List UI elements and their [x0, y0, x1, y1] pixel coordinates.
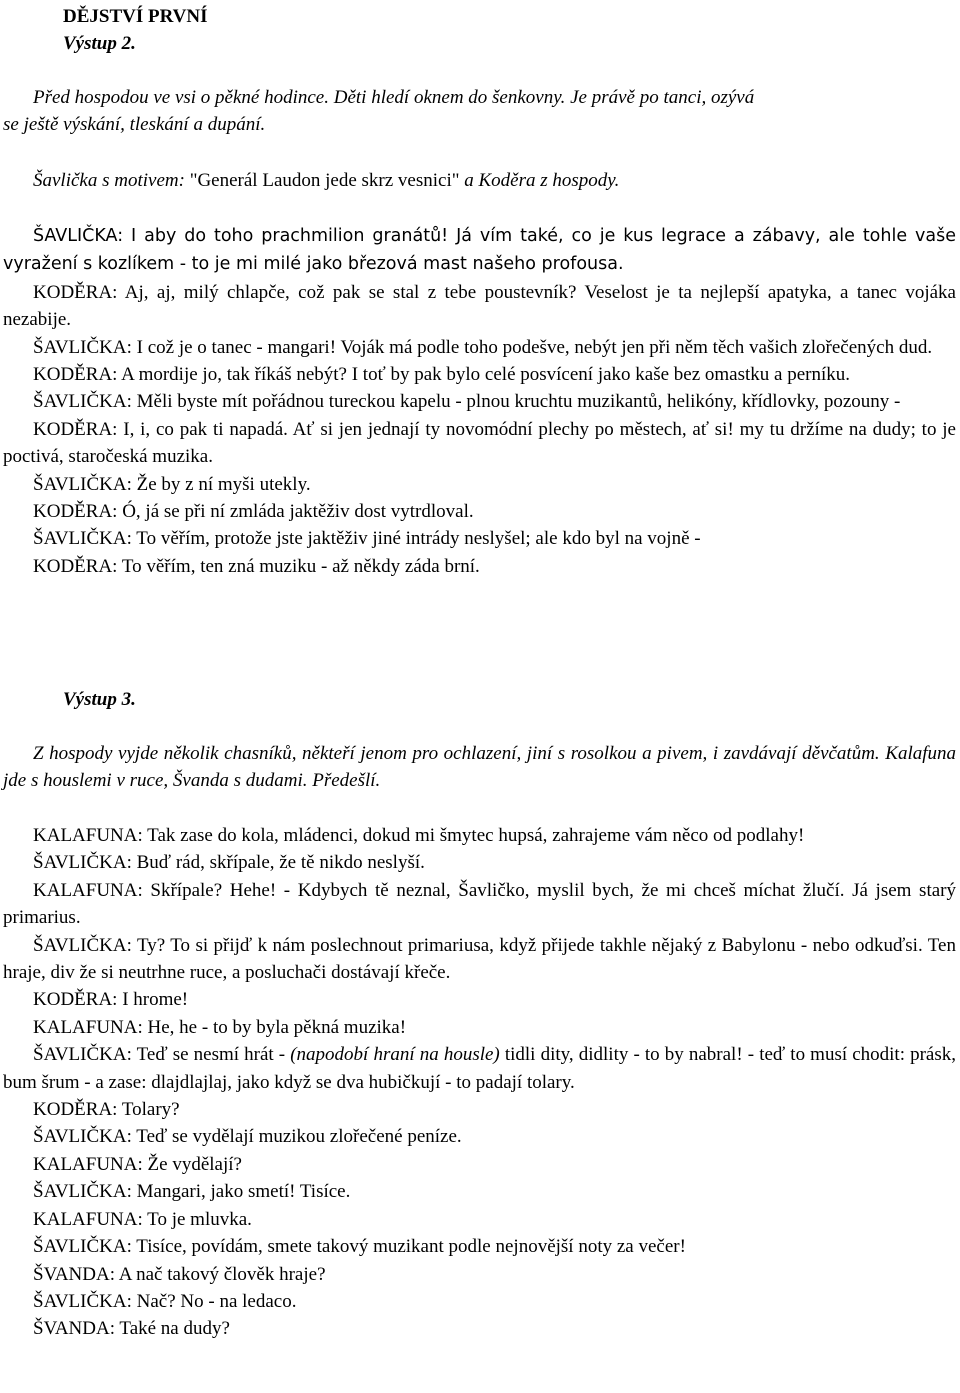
speech-line: KODĚRA: Tolary?: [33, 1099, 180, 1121]
speech-lead: KODĚRA: Aj, aj, milý chlapče, což pak se stal z tebe poustevník?: [33, 281, 585, 303]
speech-line: [3, 222, 956, 279]
scene-2-title: Výstup 2.: [63, 33, 136, 54]
speech-lead: ŠAVLIČKA: Teď se nesmí hrát -: [33, 1044, 291, 1066]
speech-stage-direction: (napodobí hraní na housle): [290, 1044, 500, 1066]
scene-3-dialogue: [3, 822, 956, 1343]
speech-line: [3, 471, 956, 498]
speech-line: [3, 498, 956, 525]
speech-line: KALAFUNA: He, he - to by byla pěkná muzika!: [33, 1016, 407, 1038]
speech-line: ŠAVLIČKA: Tisíce, povídám, smete takový muzikant podle nejnovější noty za večer!: [33, 1236, 686, 1258]
speech-line: KALAFUNA: Skřípale? Hehe! - Kdybych tě neznal, Šavličko, myslil bych, že mi chceš míchat žlučí. Já jsem starý primarius.: [3, 879, 956, 929]
speech-lead: ŠAVLIČKA: Měli byste mít pořádnou tureckou kapelu - plnou kruchtu muzikantů, helikóny, křídlovky, pozouny -: [33, 391, 901, 413]
speech-lead: KODĚRA: A mordije jo, tak říkáš nebýt?: [33, 364, 352, 386]
entrance-direction: [33, 167, 960, 194]
speech-rest: tidli dity, didlity - to by nabral! - teď to musí chodit: prásk, bum šrum - a zase: dlajdlajlaj, jako když se dva hubičkují - to padají tolary.: [3, 1044, 956, 1093]
speech-line: [3, 361, 956, 388]
speech-lead: KODĚRA: To věřím, ten zná muziku - až někdy záda brní.: [33, 555, 480, 577]
scene-3-title: Výstup 3.: [63, 689, 136, 710]
act-title: DĚJSTVÍ PRVNÍ: [63, 6, 208, 27]
speech-line: ŠAVLIČKA: Ty? To si přijď k nám poslechnout primariusa, když přijede takhle nějaký z Babylonu - nebo odkuďsi. Ten hraje, div že si neutrhne ruce, a posluchači dostávají křeče.: [3, 934, 956, 984]
scene-2-dialogue: [3, 222, 956, 742]
speech-line: ŠVANDA: A nač takový člověk hraje?: [33, 1263, 326, 1285]
speech-line: KALAFUNA: Tak zase do kola, mládenci, dokud mi šmytec hupsá, zahrajeme vám něco od podlahy!: [33, 825, 805, 846]
speech-line: ŠAVLIČKA: Teď se vydělají muzikou zlořečené peníze.: [33, 1126, 462, 1148]
speech-rest: Ať si jen jednají ty novomódní plechy po městech, ať si! my tu držíme na dudy; to je poctivá, staročeská muzika.: [3, 418, 956, 468]
speech-rest: Voják má podle toho podešve, nebýt jen při něm těch vašich zlořečených dud.: [340, 336, 933, 358]
speech-lead: KODĚRA: Ó, já se při ní zmláda jaktěživ dost vytrdloval.: [33, 501, 474, 523]
stage-direction-line-2: se ještě výskání, tleskání a dupání.: [3, 114, 266, 135]
speech-line: [3, 416, 956, 471]
speech-line: [3, 525, 956, 552]
speech-line: [3, 388, 956, 415]
speech-line: [3, 553, 956, 580]
speech-rest: Veselost je ta nejlepší apatyka, a tanec vojáka nezabije.: [3, 281, 956, 331]
entrance-part-1: Šavlička s motivem:: [33, 170, 190, 191]
speech-line: ŠAVLIČKA: Mangari, jako smetí! Tisíce.: [33, 1181, 351, 1203]
speech-line: KODĚRA: I hrome!: [33, 989, 189, 1011]
speech-line: [3, 279, 956, 334]
entrance-song-title: "Generál Laudon jede skrz vesnici": [189, 170, 460, 191]
speech-line: [3, 334, 956, 361]
speech-rest: Já vím také, co je kus legrace a zábavy, ale tohle vaše vyražení s kozlíkem - to je mi milé jako březová mast našeho profousa.: [3, 226, 957, 275]
speech-line: ŠAVLIČKA: Buď rád, skřípale, že tě nikdo neslyší.: [33, 852, 425, 874]
speech-line: KALAFUNA: Že vydělají?: [33, 1153, 242, 1175]
speech-line: KALAFUNA: To je mluvka.: [33, 1208, 252, 1230]
speech-line: ŠVANDA: Také na dudy?: [33, 1318, 230, 1340]
speech-lead: ŠAVLIČKA: I aby do toho prachmilion granátů!: [33, 226, 457, 246]
speech-line: ŠAVLIČKA: Nač? No - na ledaco.: [33, 1290, 297, 1312]
speech-lead: ŠAVLIČKA: To věřím, protože jste jaktěživ jiné intrády neslyšel; ale kdo byl na vojně -: [33, 528, 701, 550]
stage-direction-line-1: Před hospodou ve vsi o pěkné hodince. Děti hledí oknem do šenkovny. Je právě po tanci, ozývá: [33, 87, 755, 108]
speech-rest: I toť by pak bylo celé posvícení jako kaše bez omastku a perníku.: [351, 364, 851, 386]
speech-line: [3, 1041, 956, 1096]
speech-lead: ŠAVLIČKA: I což je o tanec - mangari!: [33, 336, 341, 358]
scene-3-stage-direction: Z hospody vyjde několik chasníků, někteří jenom pro ochlazení, jiní s rosolkou a pivem, i zavdávají děvčatům. Kalafuna jde s houslemi v ruce, Švanda s dudami. Předešlí.: [3, 743, 956, 792]
entrance-part-3: a Koděra z hospody.: [459, 170, 620, 191]
speech-lead: ŠAVLIČKA: Že by z ní myši utekly.: [33, 473, 311, 495]
speech-lead: KODĚRA: I, i, co pak ti napadá.: [33, 418, 293, 440]
